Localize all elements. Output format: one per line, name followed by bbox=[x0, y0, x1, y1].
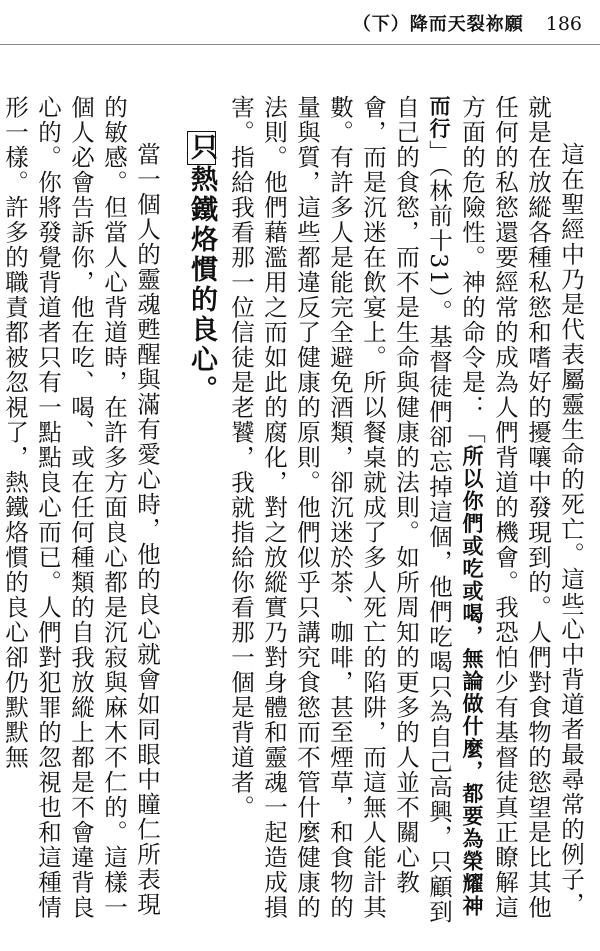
paragraph-1-segment: 這在聖經中乃是代表屬靈生命的死亡。這些心中背道者最尋常的例子，就是在放縱各種私慾和嗜好的擾嚷中發現到的。人們對食物的慾望是比其他任何的私慾還要經常的成為人們背道的機會。我恐怕少有基督徒真正瞭解這方面的危險性。神的命令是：「 bbox=[458, 95, 585, 920]
heading-boxed-char: 只 bbox=[186, 133, 217, 163]
vertical-body-text bbox=[1, 95, 587, 935]
paragraph-2: 當一個人的靈魂甦醒與滿有愛心時，他的良心就會如同眼中瞳仁所表現的敏感。但當人心背道時，在許多方面良心都是沉寂與麻木不仁的。這樣一個人必會告訴你，他在吃、喝、或在任何種類的自我放縱上都是不會違背良心的。你將發覺背道者只有一點點良心而已。人們對犯罪的忽視也和這種情形一樣。許多的職責都被忽視了，熱鐵烙慣的良心卻仍默默無 bbox=[1, 95, 161, 920]
paragraph-1 bbox=[224, 95, 587, 935]
running-head bbox=[353, 10, 582, 36]
section-heading bbox=[163, 131, 224, 935]
page-number: 186 bbox=[545, 13, 582, 35]
chapter-title: （下）降而天裂祢願 bbox=[352, 14, 524, 35]
paragraph-1-segment: 」（林前十31）。基督徒們卻忘掉這個，他們吃喝只為自己高興，只顧到自己的食慾，而不是生命與健康的法則。如所周知的更多的人並不關心教會，而是沉迷在飲宴上。所以餐桌就成了多人死亡的陷阱，而這無人能計其數。有許多人是能完全避免酒類，卻沉迷於茶、咖啡，甚至煙草，和食物的量與質，這些都違反了健康的原則。他們似乎只講究食慾而不管什麼健康的法則。他們藉濫用之而如此的腐化，對之放縱實乃對身體和靈魂一起造成損害。指給我看那一位信徒是老饕，我就指給你看那一個是背道者。 bbox=[227, 95, 453, 925]
header-rule bbox=[0, 44, 600, 45]
scripture-quote: 所以你們或吃或喝，無論做什麼，都要為榮耀神而行 bbox=[427, 95, 484, 918]
heading-text: 熱鐵烙慣的良心。 bbox=[186, 165, 217, 405]
